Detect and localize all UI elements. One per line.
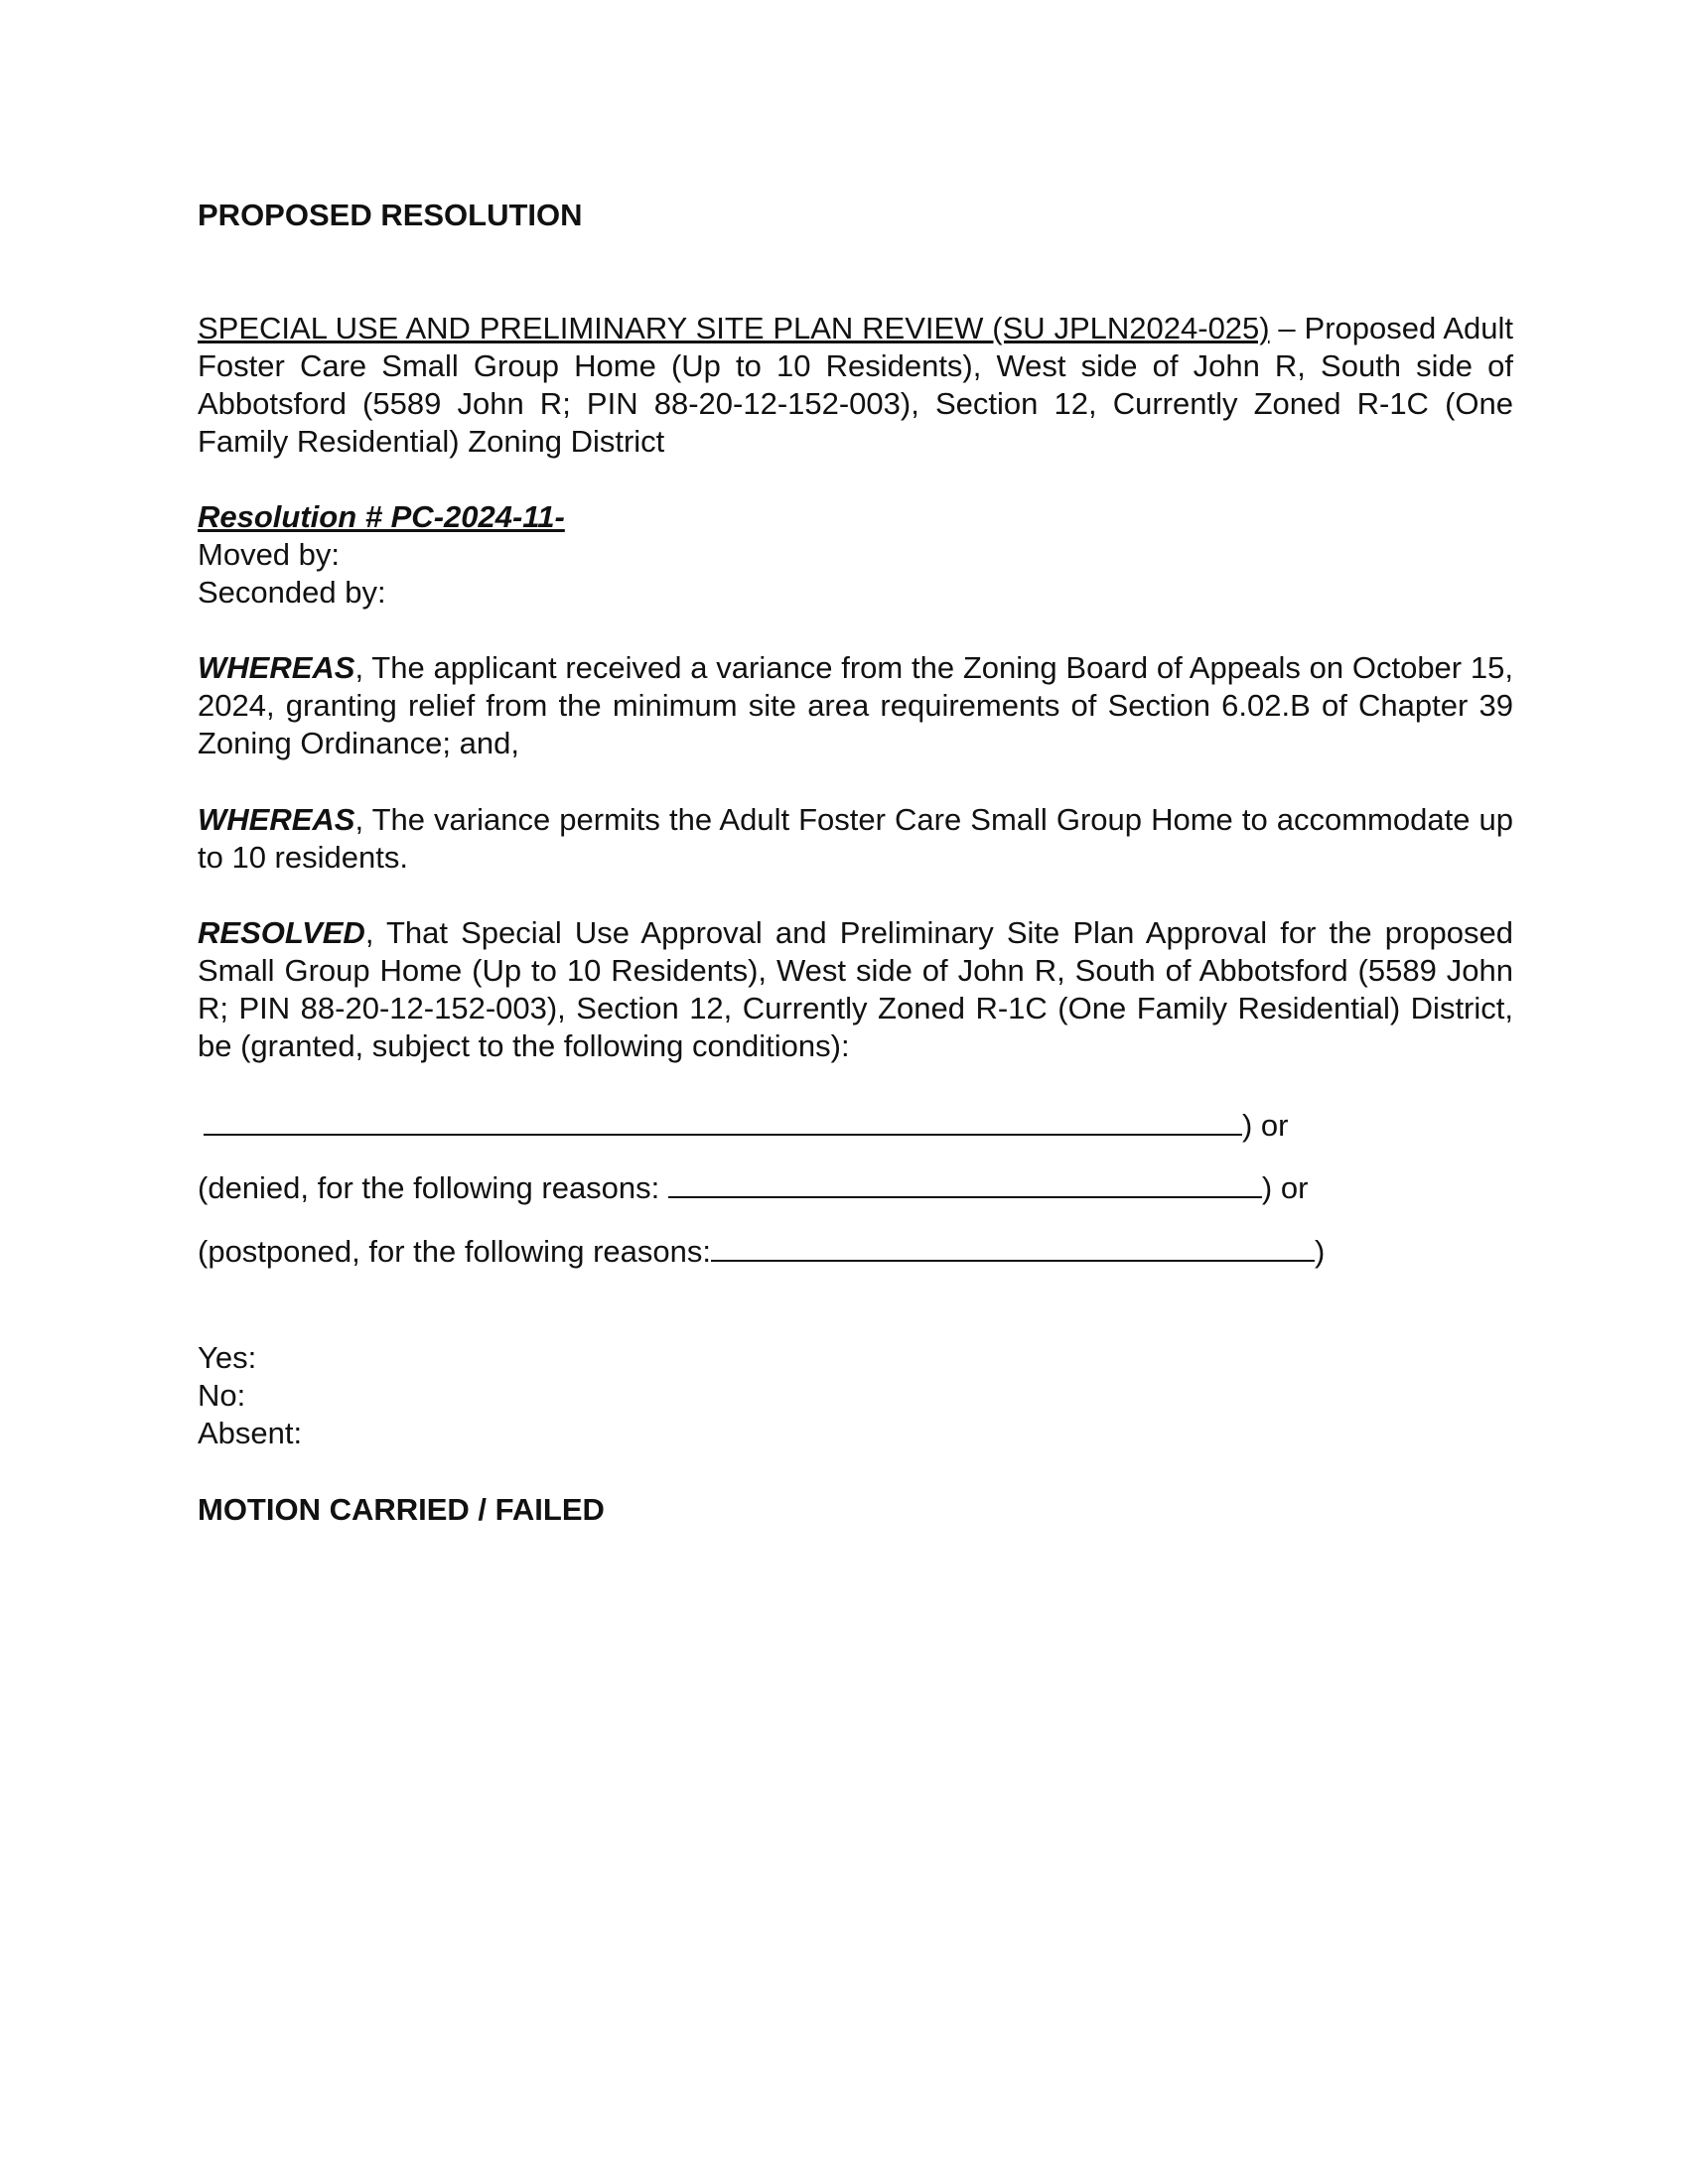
granted-conditions-row: [198, 1104, 1289, 1145]
subject-heading: SPECIAL USE AND PRELIMINARY SITE PLAN REVIEW (SU JPLN2024-025): [198, 311, 1270, 345]
denied-label: (denied, for the following reasons:: [198, 1170, 668, 1205]
vote-absent-label: Absent:: [198, 1416, 303, 1450]
vote-tally: [198, 1339, 302, 1452]
resolved-text: , That Special Use Approval and Preliminary Site Plan Approval for the proposed Small Group Home (Up to 10 Residents), West side of John R, South of Abbotsford (5589 John R; PIN 88-20-12-152-003), Section 12, Currently Zoned R-1C (One Family Residential) District, be (granted, subject to the following conditions):: [198, 915, 1513, 1063]
resolved-keyword: RESOLVED: [198, 915, 365, 950]
moved-by-label: Moved by:: [198, 537, 341, 572]
denied-suffix: ) or: [1261, 1170, 1309, 1205]
postponed-row: [198, 1230, 1325, 1271]
document-title: PROPOSED RESOLUTION: [198, 198, 583, 232]
motion-result: MOTION CARRIED / FAILED: [198, 1492, 605, 1527]
whereas-text-2: , The variance permits the Adult Foster Care Small Group Home to accommodate up to 10 residents.: [198, 802, 1513, 875]
postponed-label: (postponed, for the following reasons:: [198, 1234, 711, 1269]
resolution-block: [198, 498, 565, 612]
denied-reasons-blank[interactable]: [668, 1166, 1262, 1198]
seconded-by-label: Seconded by:: [198, 575, 386, 610]
whereas-paragraph-2: [198, 801, 1513, 877]
subject-description: Proposed Adult Foster Care Small Group Home (Up to 10 Residents), West side of John R, South side of Abbotsford (5589 John R; PIN 88-20-12-152-003), Section 12, Currently Zoned R-1C (One Family Residential) Zoning District: [198, 311, 1513, 459]
resolution-number: Resolution # PC-2024-11-: [198, 499, 565, 534]
resolved-paragraph: [198, 914, 1513, 1065]
vote-no-label: No:: [198, 1378, 246, 1413]
whereas-paragraph-1: [198, 649, 1513, 762]
postponed-suffix: ): [1314, 1234, 1326, 1269]
whereas-keyword-1: WHEREAS: [198, 650, 355, 685]
denied-row: [198, 1166, 1308, 1207]
vote-yes-label: Yes:: [198, 1340, 257, 1375]
granted-suffix: ) or: [1242, 1108, 1289, 1143]
subject-dash: –: [1269, 311, 1296, 345]
whereas-keyword-2: WHEREAS: [198, 802, 355, 837]
granted-conditions-blank[interactable]: [204, 1104, 1242, 1136]
subject-paragraph: [198, 310, 1513, 461]
postponed-reasons-blank[interactable]: [711, 1230, 1315, 1262]
whereas-text-1: , The applicant received a variance from the Zoning Board of Appeals on October 15, 2024, granting relief from the minimum site area requirements of Section 6.02.B of Chapter 39 Zoning Ordinance; and,: [198, 650, 1513, 760]
